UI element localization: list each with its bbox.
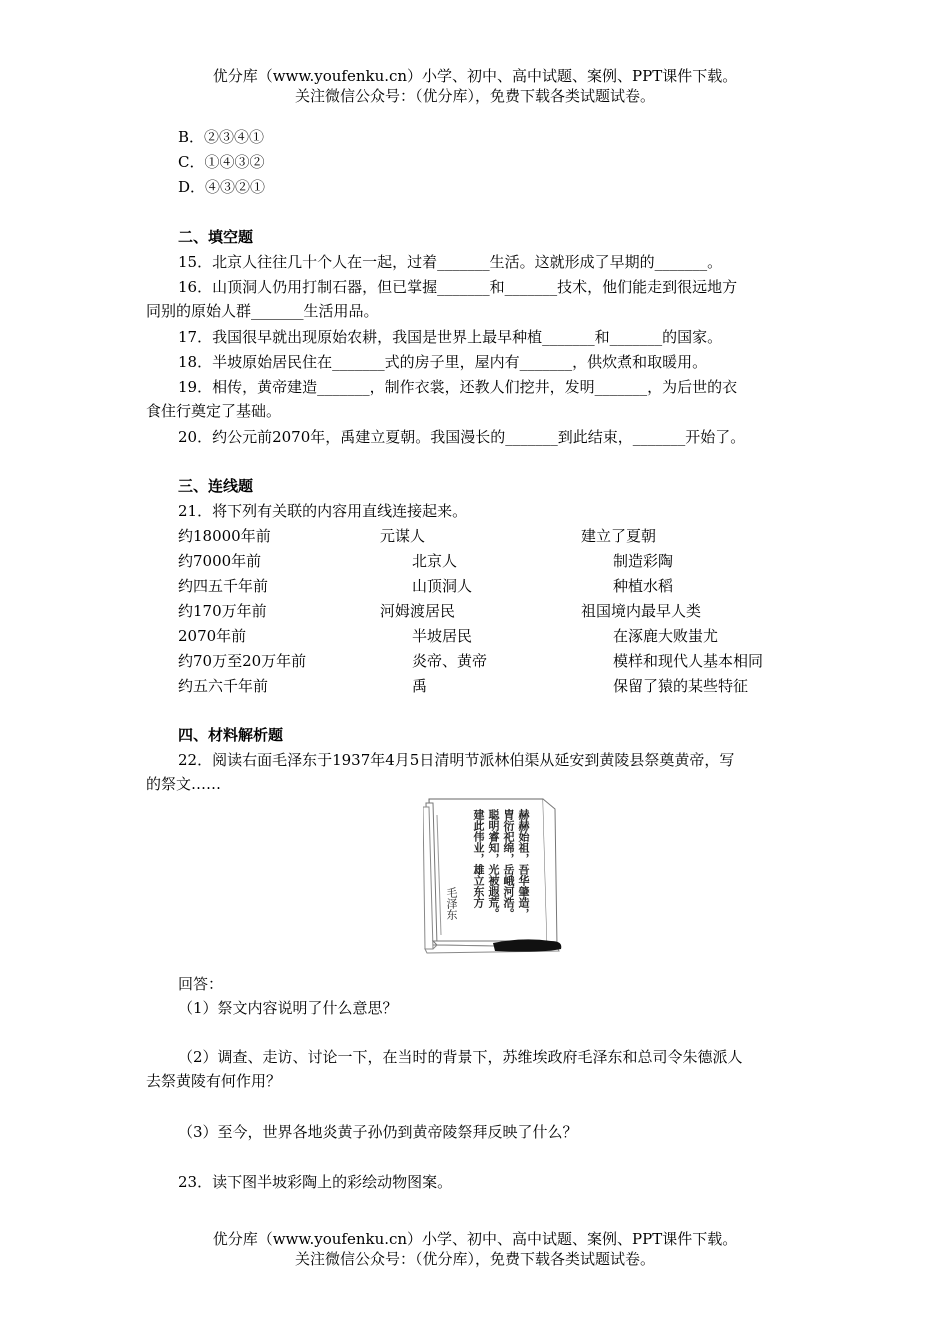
question-21: 21．将下列有关联的内容用直线连接起来。	[178, 502, 468, 520]
match-people: 北京人	[412, 552, 458, 570]
footer-line-1: 优分库（www.youfenku.cn）小学、初中、高中试题、案例、PPT课件下载。	[212, 1230, 738, 1248]
option-b: B．②③④①	[178, 128, 265, 146]
question-23: 23．读下图半坡彩陶上的彩绘动物图案。	[178, 1173, 453, 1191]
question-19-line-1: 19．相传，黄帝建造_______，制作衣裳，还教人们挖井，发明_______，为后世的衣	[178, 378, 738, 396]
sub-question-3: （3）至今，世界各地炎黄子孙仍到黄帝陵祭拜反映了什么？	[178, 1123, 578, 1141]
match-time: 约四五千年前	[178, 577, 269, 595]
question-19-line-2: 食住行奠定了基础。	[146, 402, 282, 420]
eulogy-text-col-3: 聪明睿知，光被遐荒。	[487, 809, 500, 919]
match-event: 在涿鹿大败蚩尤	[613, 627, 719, 645]
eulogy-image	[423, 795, 565, 955]
eulogy-text-col-4: 建此伟业，雄立东方	[472, 809, 485, 908]
match-event: 种植水稻	[613, 577, 674, 595]
section-title-fill-in: 二、填空题	[178, 228, 254, 246]
eulogy-text-col-1: 赫赫始祖，吾华肇造，	[517, 809, 530, 919]
match-time: 2070年前	[178, 627, 247, 645]
match-event: 模样和现代人基本相同	[613, 652, 764, 670]
question-16-line-2: 同别的原始人群_______生活用品。	[146, 302, 379, 320]
question-17: 17．我国很早就出现原始农耕，我国是世界上最早种植_______和_______的国家。	[178, 328, 723, 346]
question-18: 18．半坡原始居民住在_______式的房子里，屋内有_______，供炊煮和取暖用。	[178, 353, 708, 371]
match-people: 半坡居民	[412, 627, 473, 645]
question-15: 15．北京人往往几十个人在一起，过着_______生活。这就形成了早期的_______。	[178, 253, 723, 271]
match-people: 元谋人	[380, 527, 426, 545]
header-line-2: 关注微信公众号：（优分库），免费下载各类试题试卷。	[294, 87, 655, 105]
match-time: 约170万年前	[178, 602, 267, 620]
header-line-1: 优分库（www.youfenku.cn）小学、初中、高中试题、案例、PPT课件下载。	[212, 67, 738, 85]
eulogy-text-col-2: 胄衍祀绵，岳峨河浩。	[502, 809, 515, 919]
match-time: 约70万至20万年前	[178, 652, 307, 670]
match-event: 建立了夏朝	[581, 527, 657, 545]
question-22-line-1: 22．阅读右面毛泽东于1937年4月5日清明节派林伯渠从延安到黄陵县祭奠黄帝，写	[178, 751, 735, 769]
section-title-matching: 三、连线题	[178, 477, 254, 495]
question-16-line-1: 16．山顶洞人仍用打制石器，但已掌握_______和_______技术，他们能走到很远地方	[178, 278, 738, 296]
option-d: D．④③②①	[178, 178, 266, 196]
match-time: 约18000年前	[178, 527, 271, 545]
footer-line-2: 关注微信公众号：（优分库），免费下载各类试题试卷。	[294, 1250, 655, 1268]
match-time: 约五六千年前	[178, 677, 269, 695]
question-20: 20．约公元前2070年，禹建立夏朝。我国漫长的_______到此结束，_______开始了。	[178, 428, 746, 446]
eulogy-signature: 毛泽东	[445, 887, 458, 920]
match-event: 祖国境内最早人类	[581, 602, 702, 620]
match-event: 保留了猿的某些特征	[613, 677, 749, 695]
match-time: 约7000年前	[178, 552, 262, 570]
match-people: 禹	[412, 677, 428, 695]
answer-label: 回答：	[178, 975, 224, 993]
match-people: 炎帝、黄帝	[412, 652, 488, 670]
question-22-line-2: 的祭文……	[146, 775, 222, 793]
sub-question-2-line-1: （2）调查、走访、讨论一下，在当时的背景下，苏维埃政府毛泽东和总司令朱德派人	[178, 1048, 743, 1066]
match-event: 制造彩陶	[613, 552, 674, 570]
match-people: 山顶洞人	[412, 577, 473, 595]
option-c: C．①④③②	[178, 153, 265, 171]
section-title-material: 四、材料解析题	[178, 726, 284, 744]
match-people: 河姆渡居民	[380, 602, 456, 620]
sub-question-1: （1）祭文内容说明了什么意思？	[178, 999, 398, 1017]
sub-question-2-line-2: 去祭黄陵有何作用？	[146, 1072, 282, 1090]
